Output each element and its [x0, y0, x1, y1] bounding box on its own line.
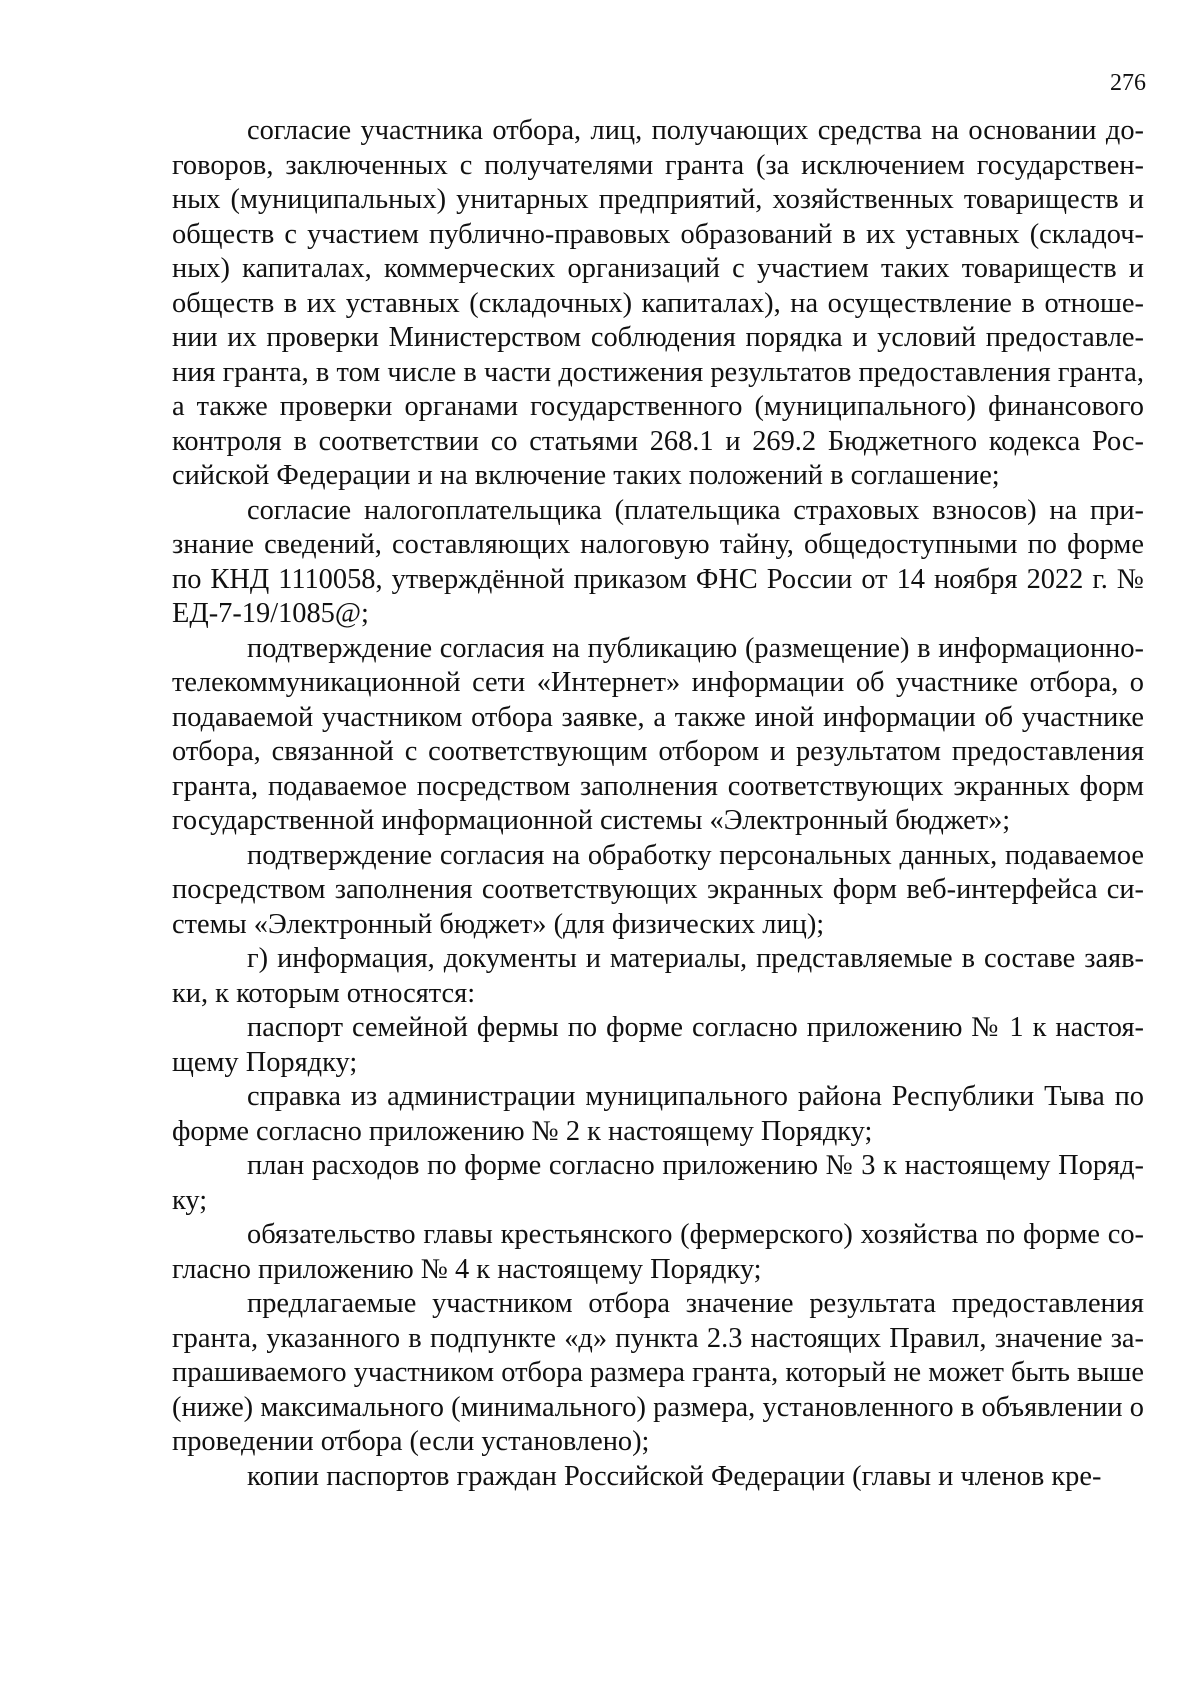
paragraph-family-farm-passport: паспорт семейной фермы по форме согласно приложению № 1 к настоящему Порядку;	[172, 1012, 1144, 1078]
paragraph-personal-data-consent: подтверждение согласия на обработку персональных данных, подаваемое посредством заполнения соответствующих экранных форм веб-интерфейса системы «Электронный бюджет» (для физических лиц);	[172, 839, 1144, 940]
body-text	[172, 114, 1144, 1494]
page-number: 276	[1110, 70, 1146, 96]
paragraph-farm-head-obligation: обязательство главы крестьянского (фермерского) хозяйства по форме согласно приложению № 4 к настоящему Порядку;	[172, 1219, 1144, 1285]
paragraph-publication-consent: подтверждение согласия на публикацию (размещение) в информационно-телекоммуникационной сети «Интернет» информации об участнике отбора, о подаваемой участником отбора заявке, а также иной информации об участнике отбора, связанной с соответствующим отбором и результатом предоставления гранта, подаваемое посредством заполнения соответствующих экранных форм государственной информационной системы «Электронный бюджет»;	[172, 632, 1144, 836]
paragraph-documents-list-intro: г) информация, документы и материалы, представляемые в составе заявки, к которым относятся:	[172, 943, 1144, 1009]
paragraph-expense-plan: план расходов по форме согласно приложению № 3 к настоящему Порядку;	[172, 1150, 1144, 1216]
paragraph-consent-verification: согласие участника отбора, лиц, получающих средства на основании договоров, заключенных с получателями гранта (за исключением государственных (муниципальных) унитарных предприятий, хозяйственных товариществ и обществ с участием публично-правовых образований в их уставных (складочных) капиталах, коммерческих организаций с участием таких товариществ и обществ в их уставных (складочных) капиталах), на осуществление в отношении их проверки Министерством соблюдения порядка и условий предоставления гранта, в том числе в части достижения результатов предоставления гранта, а также проверки органами государственного (муниципального) финансового контроля в соответствии со статьями 268.1 и 269.2 Бюджетного кодекса Российской Федерации и на включение таких положений в соглашение;	[172, 115, 1144, 491]
paragraph-passport-copies: копии паспортов граждан Российской Федерации (главы и членов кре-	[247, 1460, 1102, 1492]
paragraph-grant-result-values: предлагаемые участником отбора значение результата предоставления гранта, указанного в подпункте «д» пункта 2.3 настоящих Правил, значение запрашиваемого участником отбора размера гранта, который не может быть выше (ниже) максимального (минимального) размера, установленного в объявлении о проведении отбора (если установлено);	[172, 1288, 1144, 1457]
paragraph-administration-certificate: справка из администрации муниципального района Республики Тыва по форме согласно приложению № 2 к настоящему Порядку;	[172, 1081, 1144, 1147]
paragraph-tax-consent: согласие налогоплательщика (плательщика страховых взносов) на признание сведений, составляющих налоговую тайну, общедоступными по форме по КНД 1110058, утверждённой приказом ФНС России от 14 ноября 2022 г. № ЕД-7-19/1085@;	[172, 494, 1144, 629]
